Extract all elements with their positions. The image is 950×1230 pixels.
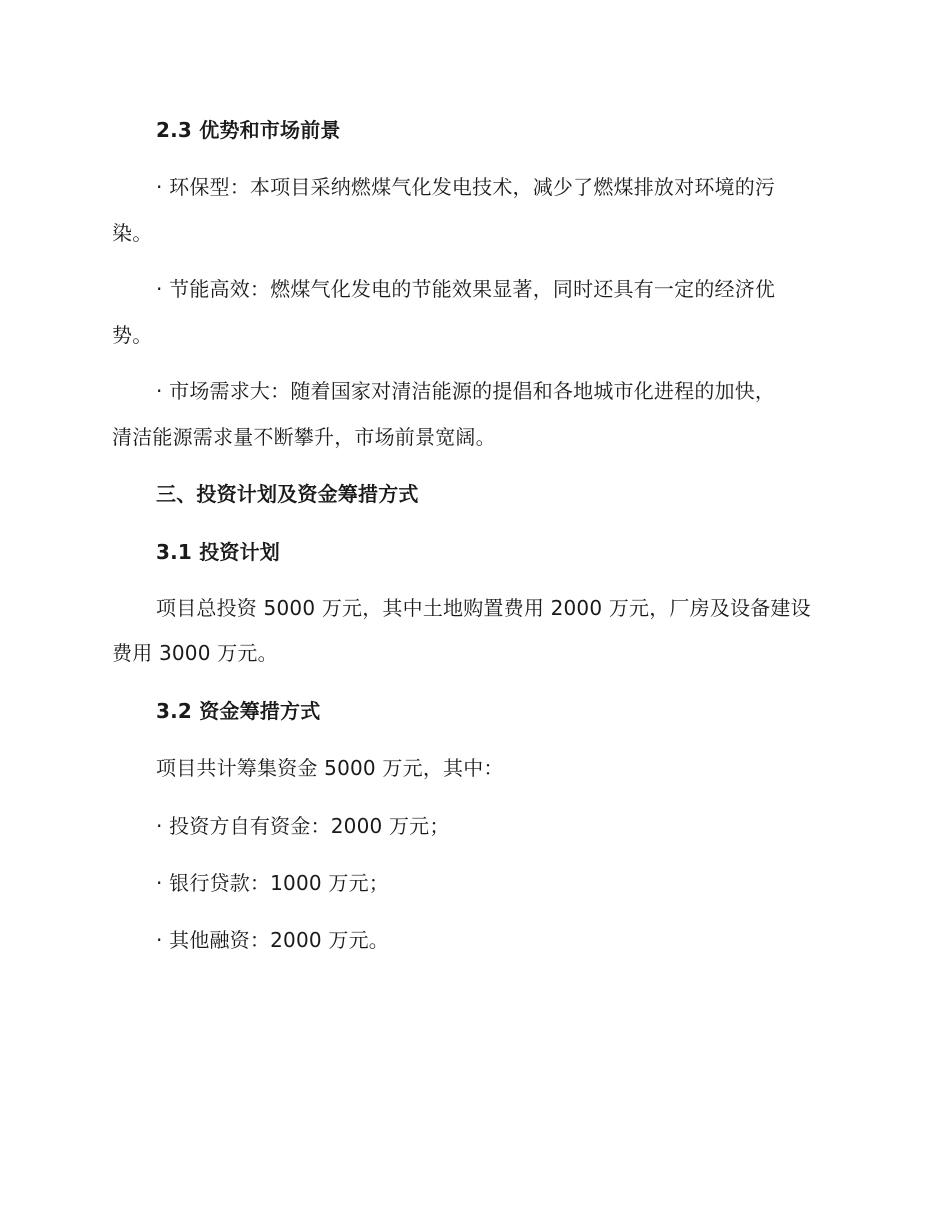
bullet-eco-line2: 染。 (112, 221, 153, 245)
funding-item-own: · 投资方自有资金：2000 万元； (156, 814, 450, 838)
bullet-energy-line1: · 节能高效：燃煤气化发电的节能效果显著，同时还具有一定的经济优 (156, 277, 776, 301)
section-heading-3: 三、投资计划及资金筹措方式 (156, 482, 419, 506)
bullet-energy-line2: 势。 (112, 323, 153, 347)
section-heading-3-2: 3.2 资金筹措方式 (156, 699, 321, 723)
investment-para-line2: 费用 3000 万元。 (112, 641, 278, 665)
section-heading-2-3: 2.3 优势和市场前景 (156, 118, 341, 142)
investment-para-line1: 项目总投资 5000 万元，其中土地购置费用 2000 万元，厂房及设备建设 (156, 596, 811, 620)
bullet-market-line1: · 市场需求大：随着国家对清洁能源的提倡和各地城市化进程的加快， (156, 379, 776, 403)
funding-item-other: · 其他融资：2000 万元。 (156, 928, 389, 952)
funding-intro: 项目共计筹集资金 5000 万元，其中： (156, 756, 504, 780)
bullet-eco-line1: · 环保型：本项目采纳燃煤气化发电技术，减少了燃煤排放对环境的污 (156, 175, 776, 199)
funding-item-bank: · 银行贷款：1000 万元； (156, 871, 389, 895)
bullet-market-line2: 清洁能源需求量不断攀升，市场前景宽阔。 (112, 425, 496, 449)
section-heading-3-1: 3.1 投资计划 (156, 540, 280, 564)
